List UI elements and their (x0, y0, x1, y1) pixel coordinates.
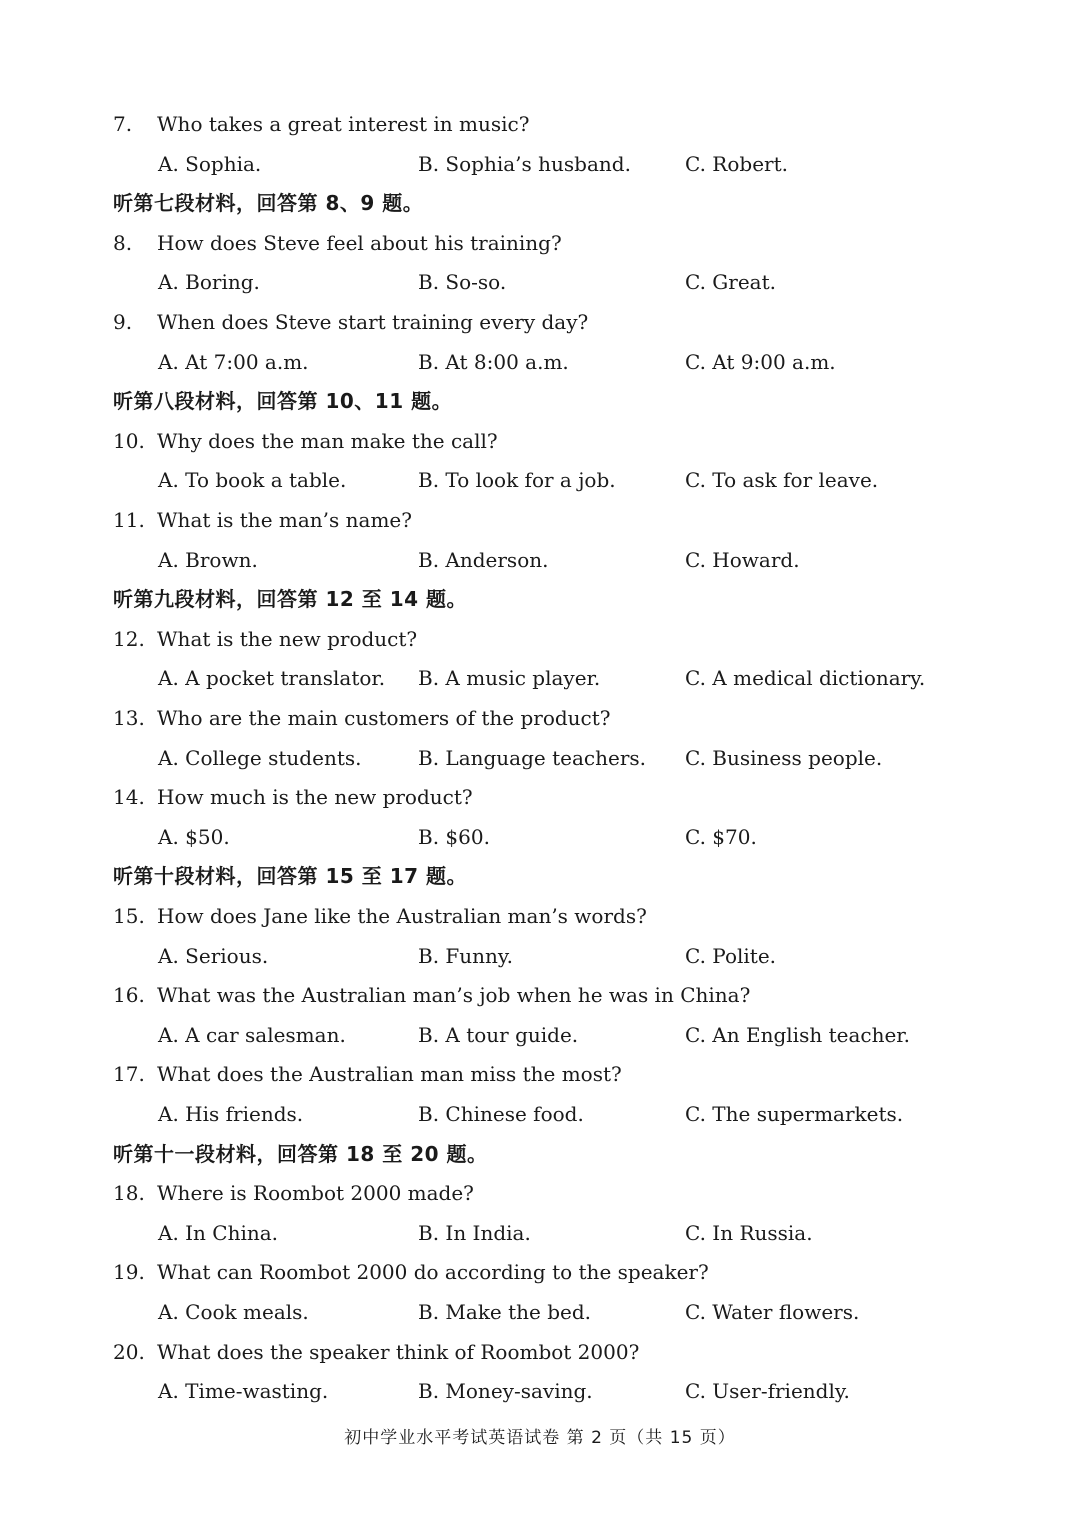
question-text: Who takes a great interest in music? (157, 112, 530, 136)
option-a: A. Serious. (158, 944, 269, 968)
question (113, 306, 588, 338)
question (113, 1336, 639, 1368)
question (113, 227, 562, 259)
question-number: 11. (113, 508, 145, 532)
section-instruction: 听第十段材料，回答第 15 至 17 题。 (113, 864, 468, 888)
answer-options (158, 821, 1058, 853)
question-text: Where is Roombot 2000 made? (157, 1181, 474, 1205)
option-b: B. A music player. (418, 666, 601, 690)
option-a: A. At 7:00 a.m. (158, 350, 309, 374)
option-b: B. At 8:00 a.m. (418, 350, 569, 374)
question-text: What does the speaker think of Roombot 2000? (157, 1340, 640, 1364)
question (113, 108, 529, 140)
question (113, 1177, 474, 1209)
question-number: 19. (113, 1260, 145, 1284)
question-text: What is the new product? (157, 627, 418, 651)
option-b: B. A tour guide. (418, 1023, 579, 1047)
question-text: When does Steve start training every day? (157, 310, 589, 334)
option-b: B. Money-saving. (418, 1379, 593, 1403)
option-a: A. $50. (158, 825, 230, 849)
question-text: Who are the main customers of the product? (157, 706, 611, 730)
question-text: What was the Australian man’s job when he was in China? (157, 983, 751, 1007)
question-text: How does Jane like the Australian man’s words? (157, 904, 647, 928)
option-b: B. Chinese food. (418, 1102, 584, 1126)
question (113, 1256, 709, 1288)
question-number: 15. (113, 904, 145, 928)
question-text: What can Roombot 2000 do according to the speaker? (157, 1260, 709, 1284)
section-instruction: 听第十一段材料，回答第 18 至 20 题。 (113, 1142, 488, 1166)
page-footer: 初中学业水平考试英语试卷 第 2 页（共 15 页） (344, 1428, 736, 1448)
option-c: C. At 9:00 a.m. (685, 350, 836, 374)
option-c: C. User-friendly. (685, 1379, 850, 1403)
answer-options (158, 1296, 1058, 1328)
option-a: A. His friends. (158, 1102, 304, 1126)
option-a: A. A car salesman. (158, 1023, 346, 1047)
option-b: B. Funny. (418, 944, 513, 968)
answer-options (158, 1098, 1058, 1130)
answer-options (158, 940, 1058, 972)
option-c: C. Robert. (685, 152, 788, 176)
question-number: 7. (113, 112, 133, 136)
option-a: A. College students. (158, 746, 362, 770)
option-b: B. In India. (418, 1221, 531, 1245)
question-number: 10. (113, 429, 145, 453)
option-b: B. To look for a job. (418, 468, 616, 492)
option-c: C. Polite. (685, 944, 777, 968)
option-c: C. To ask for leave. (685, 468, 879, 492)
option-c: C. A medical dictionary. (685, 666, 926, 690)
answer-options (158, 662, 1058, 694)
answer-options (158, 464, 1058, 496)
question (113, 425, 498, 457)
option-a: A. Boring. (158, 270, 260, 294)
option-b: B. $60. (418, 825, 490, 849)
option-b: B. Sophia’s husband. (418, 152, 631, 176)
question-number: 16. (113, 983, 145, 1007)
option-b: B. Language teachers. (418, 746, 646, 770)
question (113, 900, 647, 932)
option-a: A. In China. (158, 1221, 279, 1245)
question (113, 504, 412, 536)
question (113, 1058, 622, 1090)
option-b: B. So-so. (418, 270, 507, 294)
option-a: A. Cook meals. (158, 1300, 309, 1324)
option-c: C. $70. (685, 825, 757, 849)
section-instruction: 听第八段材料，回答第 10、11 题。 (113, 389, 453, 413)
answer-options (158, 1375, 1058, 1407)
answer-options (158, 544, 1058, 576)
question-number: 20. (113, 1340, 145, 1364)
option-c: C. Howard. (685, 548, 800, 572)
question-text: Why does the man make the call? (157, 429, 498, 453)
question-text: How does Steve feel about his training? (157, 231, 562, 255)
answer-options (158, 148, 1058, 180)
option-a: A. Time-wasting. (158, 1379, 329, 1403)
section-instruction: 听第九段材料，回答第 12 至 14 题。 (113, 587, 468, 611)
option-c: C. In Russia. (685, 1221, 813, 1245)
question-number: 8. (113, 231, 133, 255)
answer-options (158, 1217, 1058, 1249)
question-number: 18. (113, 1181, 145, 1205)
option-c: C. Great. (685, 270, 776, 294)
question (113, 702, 611, 734)
section-instruction: 听第七段材料，回答第 8、9 题。 (113, 191, 424, 215)
option-c: C. The supermarkets. (685, 1102, 904, 1126)
option-c: C. An English teacher. (685, 1023, 910, 1047)
question (113, 781, 473, 813)
answer-options (158, 346, 1058, 378)
option-a: A. Sophia. (158, 152, 262, 176)
question-number: 9. (113, 310, 133, 334)
option-a: A. To book a table. (158, 468, 347, 492)
question (113, 979, 750, 1011)
question-number: 13. (113, 706, 145, 730)
question-text: What is the man’s name? (157, 508, 412, 532)
option-a: A. Brown. (158, 548, 258, 572)
option-a: A. A pocket translator. (158, 666, 386, 690)
question-number: 17. (113, 1062, 145, 1086)
answer-options (158, 742, 1058, 774)
option-b: B. Make the bed. (418, 1300, 592, 1324)
answer-options (158, 1019, 1058, 1051)
question-number: 12. (113, 627, 145, 651)
option-c: C. Water flowers. (685, 1300, 860, 1324)
option-c: C. Business people. (685, 746, 883, 770)
option-b: B. Anderson. (418, 548, 549, 572)
answer-options (158, 266, 1058, 298)
question-text: How much is the new product? (157, 785, 473, 809)
question-number: 14. (113, 785, 145, 809)
question (113, 623, 417, 655)
question-text: What does the Australian man miss the most? (157, 1062, 622, 1086)
